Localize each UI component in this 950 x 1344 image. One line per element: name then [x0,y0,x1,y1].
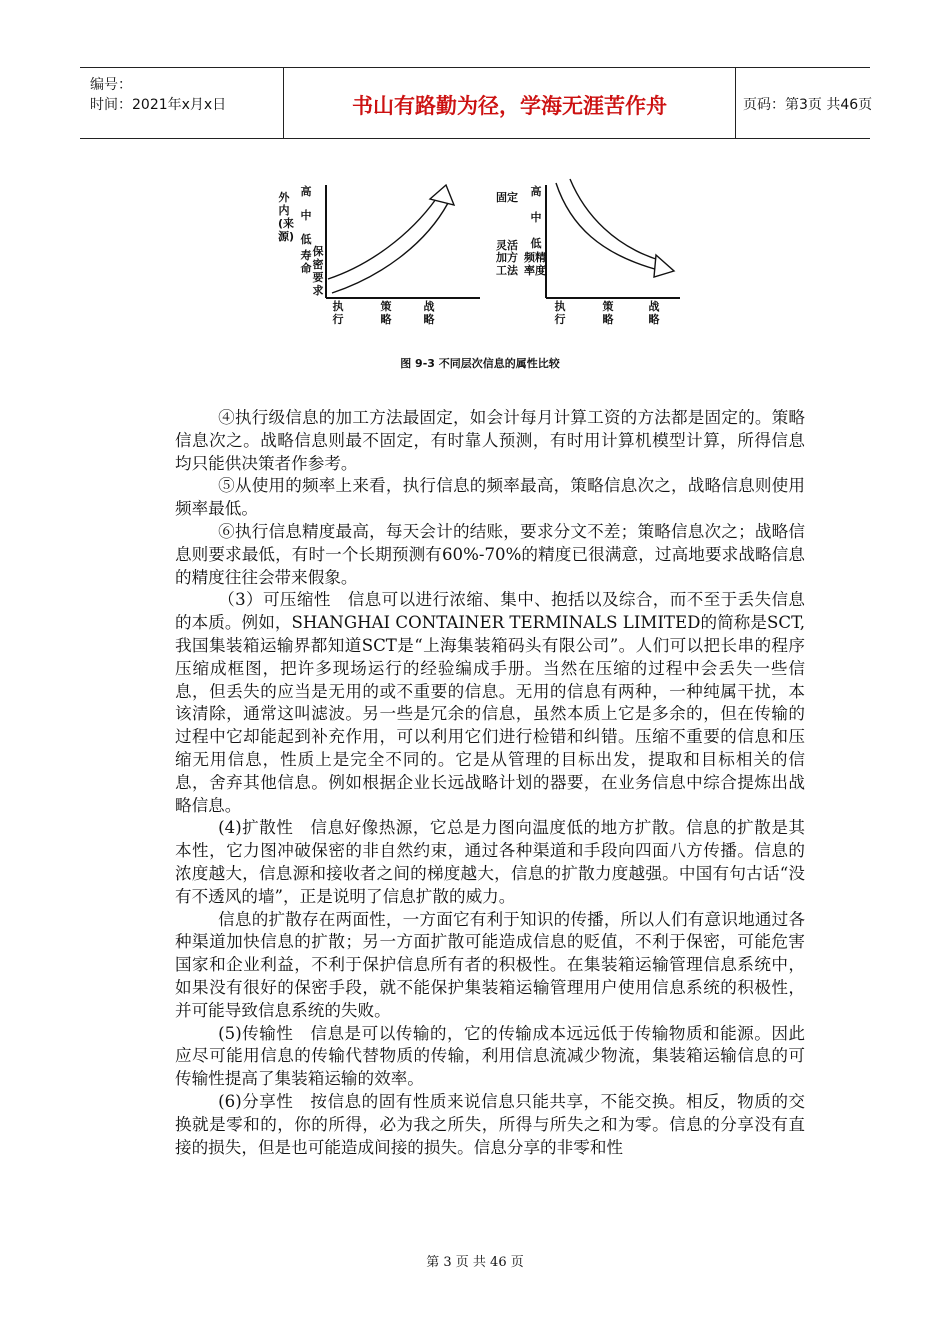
left-chart-sub-label-secrecy: 保密要求 [312,245,324,297]
header-right-cell [735,68,873,138]
left-chart-x-label-execute: 执行 [332,300,344,326]
body-text [175,407,805,1159]
paragraph-diffusion-duality: 信息的扩散存在两面性，一方面它有利于知识的传播，所以人们有意识地通过各种渠道加快信息的扩散；另一方面扩散可能造成信息的贬值，不利于保密，可能危害国家和企业利益，不利于保护信息所有者的积极性。在集装箱运输管理信息系统中，如果没有很好的保密手段，就不能保护集装箱运输管理用户使用信息系统的积极性，并可能导致信息系统的失败。 [175,909,805,1020]
paragraph-5: ⑤从使用的频率上来看，执行信息的频率最高，策略信息次之，战略信息则使用频率最低。 [175,476,805,519]
paragraph-sharing: (6)分享性 按信息的固有性质来说信息只能共享，不能交换。相反，物质的交换就是零和的，你的所得，必为我之所失，所得与所失之和为零。信息的分享没有直接的损失，但是也可能造成间接的损失。信息分享的非零和性 [175,1091,805,1157]
left-chart-curve-lower [332,203,448,293]
right-chart-arrow [654,255,674,277]
right-chart-curve-lower [556,183,662,271]
paragraph-compressibility: （3）可压缩性 信息可以进行浓缩、集中、抱括以及综合，而不至于丢失信息的本质。例如，SHANGHAI CONTAINER TERMINALS LIMITED的简称是SCT,我国集装箱运输界都知道SCT是“上海集装箱码头有限公司”。人们可以把长串的程序压缩成框图，把许多现场运行的经验编成手册。当然在压缩的过程中会丢失一些信息，但丢失的应当是无用的或不重要的信息。无用的信息有两种，一种纯属干扰，本该清除，通常这叫滤波。另一些是冗余的信息，虽然本质上它是多余的，但在传输的过程中它却能起到补充作用，可以利用它们进行检错和纠错。压缩不重要的信息和压缩无用信息，性质上是完全不同的。它是从管理的目标出发，提取和目标相关的信息，舍弃其他信息。例如根据企业长远战略计划的器要，在业务信息中综合提炼出战略信息。 [175,590,805,815]
page-header [80,67,873,139]
header-left-cell [80,68,283,138]
right-chart-x-label-strategy: 战略 [648,300,660,326]
right-chart-x-label-tactic: 策略 [602,300,614,326]
header-motto: 书山有路勤为径，学海无涯苦作舟 [352,94,667,118]
left-chart-sub-label-life: 寿命 [300,249,312,275]
left-chart-x-label-strategy: 战略 [423,300,435,326]
left-chart-outer-label: 外内(来源) [278,191,295,243]
paragraph-6: ⑥执行信息精度最高，每天会计的结账，要求分文不差；策略信息次之；战略信息则要求最低，有时一个长期预测有60%-70%的精度已很满意，过高地要求战略信息的精度往往会带来假象。 [175,521,805,587]
right-chart-sub-label: 频精率度 [524,251,546,277]
figure-caption: 图 9-3 不同层次信息的属性比较 [400,357,560,370]
paragraph-transmission: (5)传输性 信息是可以传输的，它的传输成本远远低于传输物质和能源。因此应尽可能用信息的传输代替物质的传输，利用信息流减少物流，集装箱运输信息的可传输性提高了集装箱运输的效率。 [175,1023,805,1089]
left-chart-level-low: 低 [300,233,312,246]
left-chart-level-mid: 中 [300,209,312,222]
right-chart-method-label: 加方工法 [496,251,518,277]
document-date: 时间：2021年x月x日 [90,97,227,113]
paragraph-4: ④执行级信息的加工方法最固定，如会计每月计算工资的方法都是固定的。策略信息次之。战略信息则最不固定，有时靠人预测，有时用计算机模型计算，所得信息均只能供决策者作参考。 [175,408,805,473]
left-chart-x-label-tactic: 策略 [380,300,392,326]
right-chart-level-low: 低 [530,237,542,250]
header-center-cell [283,68,736,138]
paragraph-diffusion: (4)扩散性 信息好像热源，它总是力图向温度低的地方扩散。信息的扩散是其本性，它力图冲破保密的非自然约束，通过各种渠道和手段向四面八方传播。信息的浓度越大，信息源和接收者之间的梯度越大，信息的扩散力度越强。中国有句古话“没有不透风的墙”，正是说明了信息扩散的威力。 [175,818,805,906]
right-chart-level-high: 高 [530,185,542,198]
document-number-label: 编号： [90,77,132,93]
right-chart-x-label-execute: 执行 [554,300,566,326]
page-footer: 第 3 页 共 46 页 [426,1255,524,1270]
left-chart-curve-upper [328,199,436,279]
right-chart-fixed-label: 固定 [496,191,518,204]
right-chart-curve-upper [570,179,662,261]
right-chart-flexible-label: 灵活 [496,239,518,252]
right-chart-level-mid: 中 [530,211,542,224]
header-page-info: 页码：第3页 共46页 [743,97,873,113]
figure-9-3 [270,165,690,380]
left-chart-level-high: 高 [300,185,312,198]
